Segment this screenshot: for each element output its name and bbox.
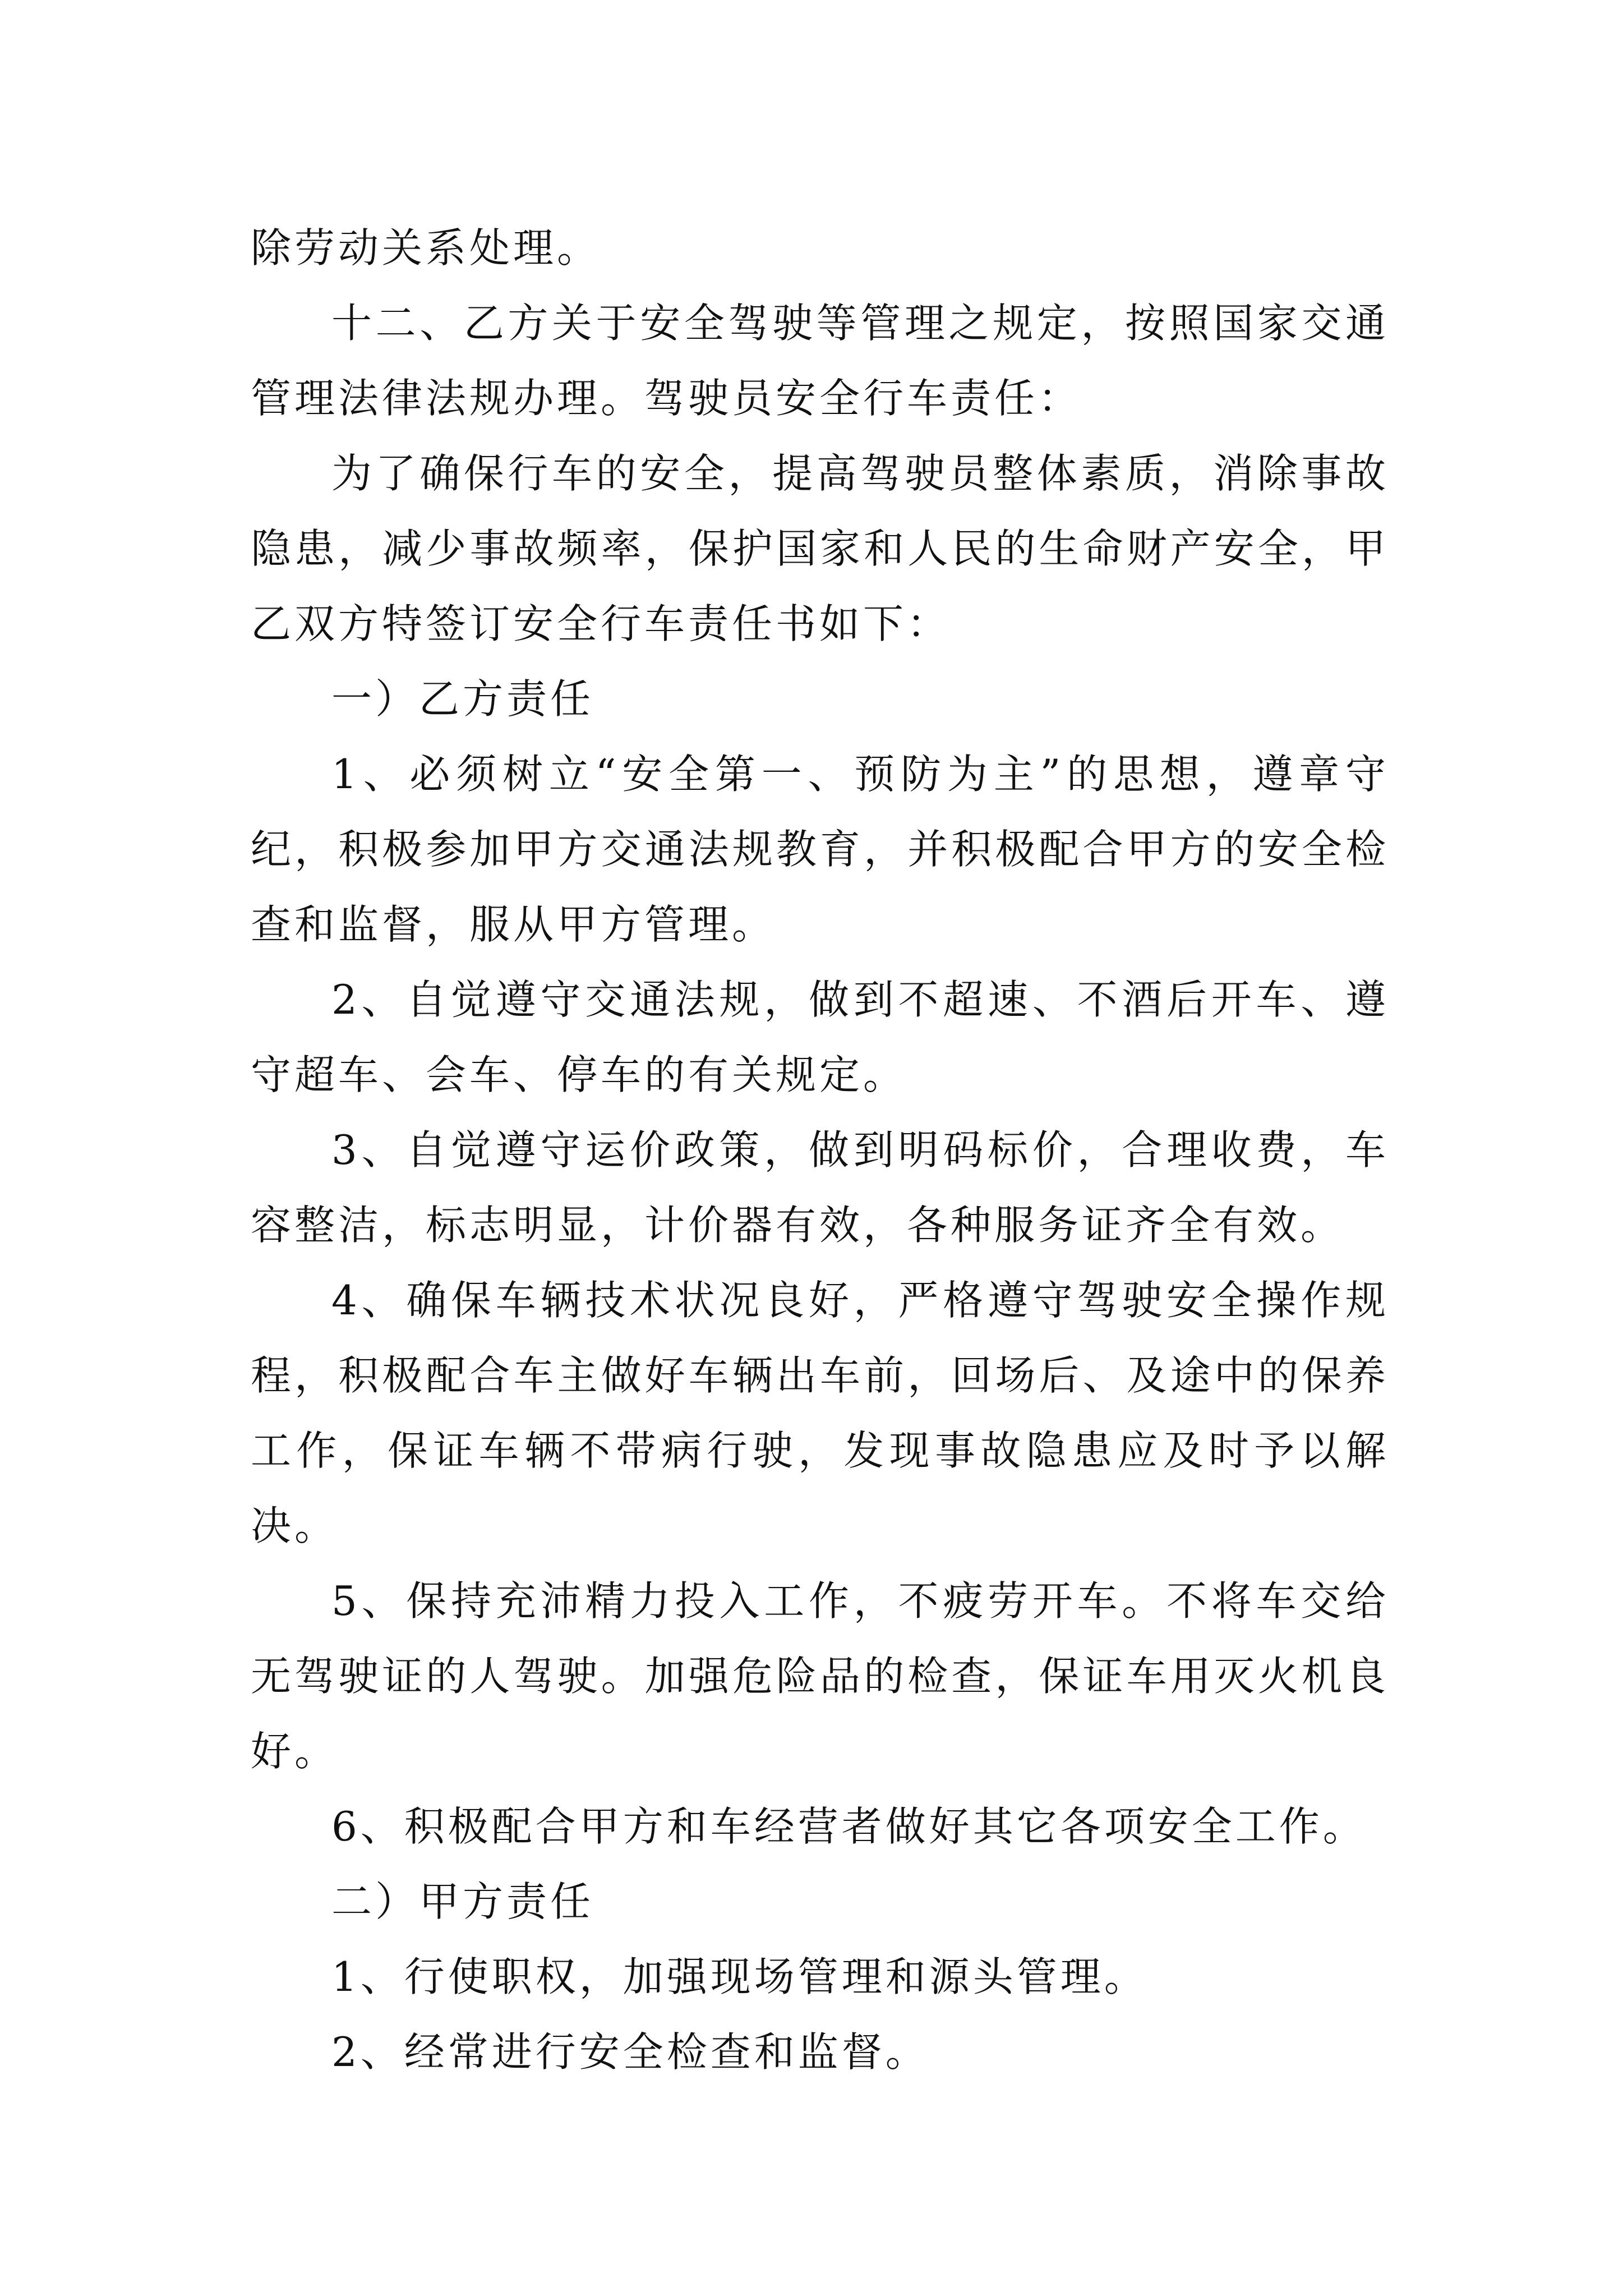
paragraph-continuation: 除劳动关系处理。 [251,224,601,272]
paragraph-b-item-6: 6、积极配合甲方和车经营者做好其它各项安全工作。 [331,1803,1367,1850]
paragraph-purpose: 为了确保行车的安全，提高驾驶员整体素质，消除事故隐患，减少事故频率，保护国家和人民的生命财产安全，甲乙双方特签订安全行车责任书如下： [251,450,1389,647]
heading-party-b-duties: 一）乙方责任 [331,675,594,723]
paragraph-b-item-4: 4、确保车辆技术状况良好，严格遵守驾驶安全操作规程，积极配合车主做好车辆出车前，回场后、及途中的保养工作，保证车辆不带病行驶，发现事故隐患应及时予以解决。 [251,1277,1389,1549]
paragraph-b-item-3: 3、自觉遵守运价政策，做到明码标价，合理收费，车容整洁，标志明显，计价器有效，各种服务证齐全有效。 [251,1126,1389,1249]
paragraph-a-item-1: 1、行使职权，加强现场管理和源头管理。 [331,1953,1148,2000]
document-body [251,210,1389,2090]
paragraph-a-item-2: 2、经常进行安全检查和监督。 [331,2028,929,2076]
paragraph-b-item-5: 5、保持充沛精力投入工作，不疲劳开车。不将车交给无驾驶证的人驾驶。加强危险品的检查，保证车用灭火机良好。 [251,1577,1389,1775]
paragraph-b-item-2: 2、自觉遵守交通法规，做到不超速、不酒后开车、遵守超车、会车、停车的有关规定。 [251,976,1389,1098]
heading-party-a-duties: 二）甲方责任 [331,1878,594,1925]
paragraph-b-item-1: 1、必须树立“安全第一、预防为主”的思想，遵章守纪，积极参加甲方交通法规教育，并积极配合甲方的安全检查和监督，服从甲方管理。 [251,751,1389,948]
paragraph-clause-12: 十二、乙方关于安全驾驶等管理之规定，按照国家交通管理法律法规办理。驾驶员安全行车责任： [251,300,1389,422]
